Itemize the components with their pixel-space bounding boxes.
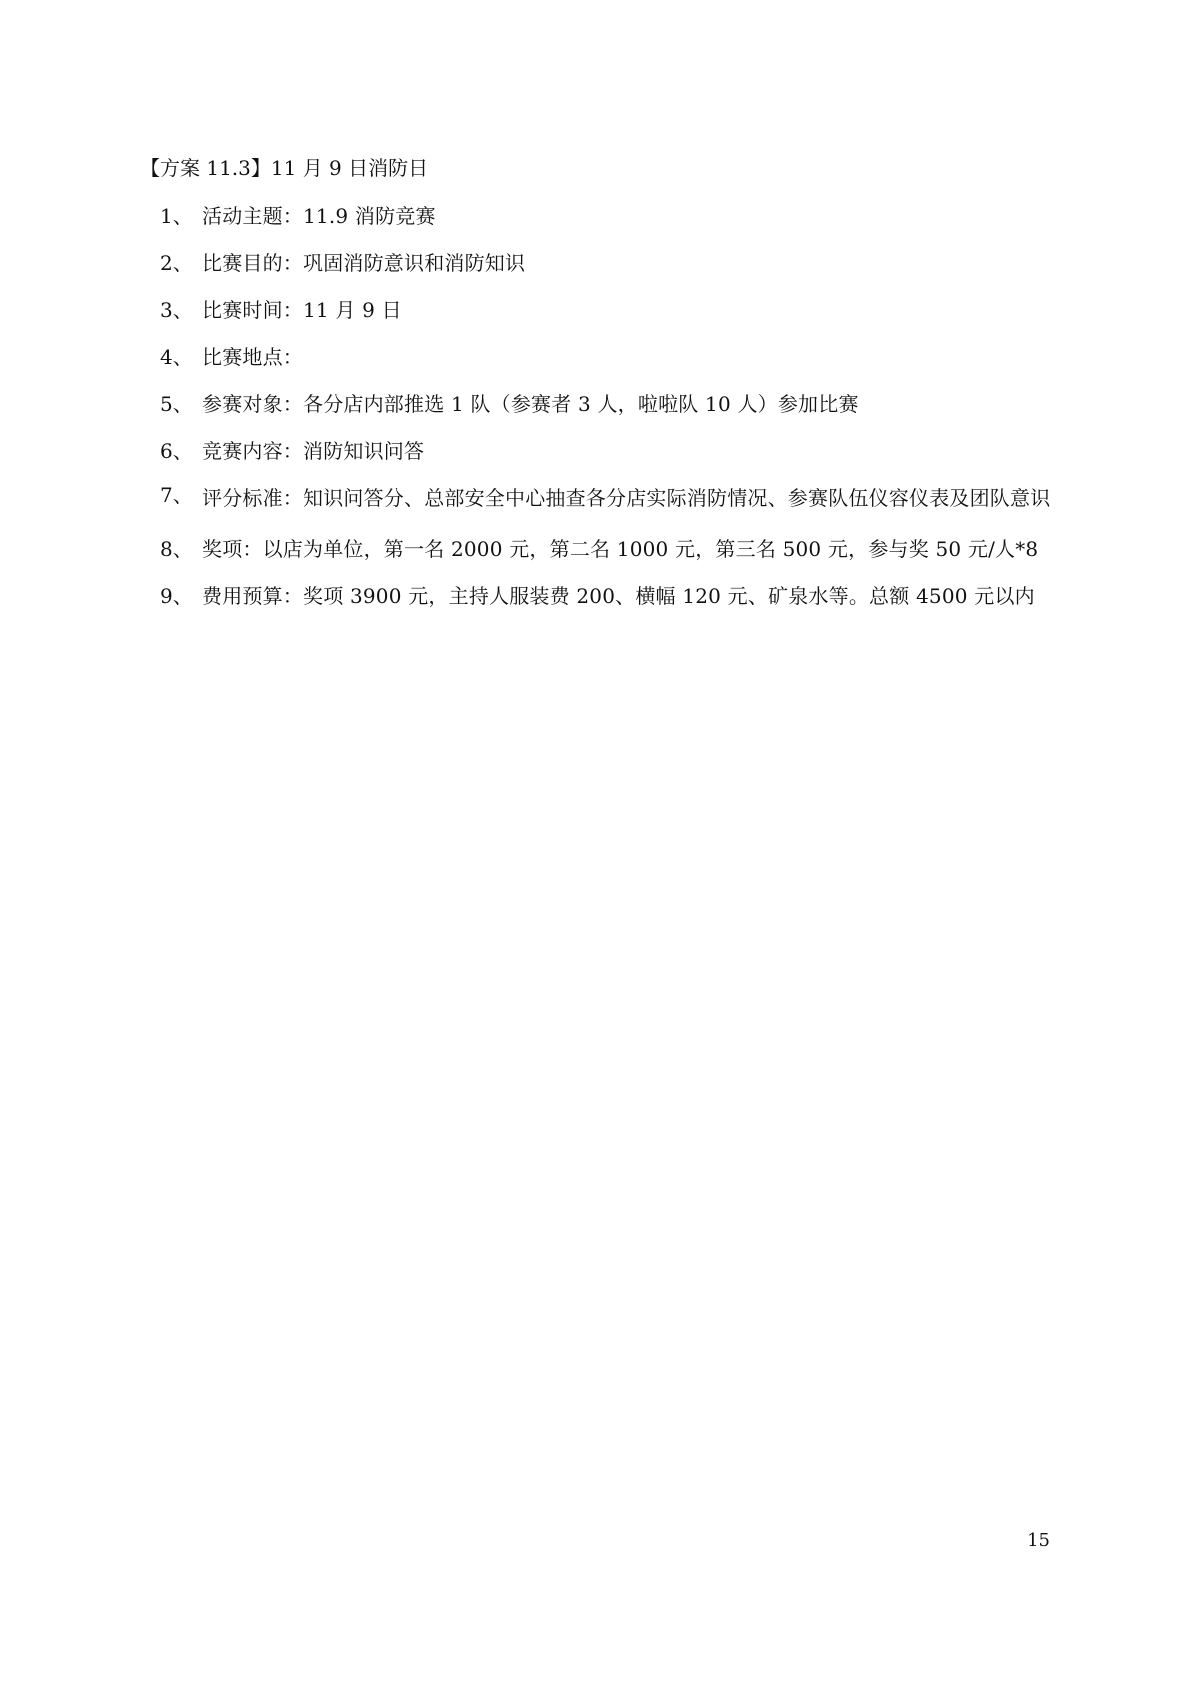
list-item-budget	[160, 582, 1060, 610]
list-item-location	[160, 343, 1060, 371]
list-item-number: 8、	[160, 537, 193, 561]
list-item-number: 7、	[160, 483, 193, 507]
list-item-text: 比赛目的：巩固消防意识和消防知识	[202, 251, 526, 275]
list-item-participants	[160, 390, 1060, 418]
list-item-theme	[160, 202, 1060, 230]
list-item-content	[160, 437, 1060, 465]
list-item-text: 活动主题：11.9 消防竞赛	[202, 204, 436, 228]
list-item-text: 比赛时间：11 月 9 日	[202, 298, 402, 322]
list-item-purpose	[160, 249, 1060, 277]
list-item-number: 3、	[160, 298, 193, 322]
list-item-text: 评分标准：知识问答分、总部安全中心抽查各分店实际消防情况、参赛队伍仪容仪表及团队意识	[202, 486, 1051, 510]
list-item-number: 9、	[160, 584, 193, 608]
list-item-number: 2、	[160, 251, 193, 275]
list-item-text: 费用预算：奖项 3900 元，主持人服装费 200、横幅 120 元、矿泉水等。总额 4500 元以内	[202, 584, 1035, 608]
list-item-awards	[160, 535, 1060, 563]
plan-heading: 【方案 11.3】11 月 9 日消防日	[140, 156, 429, 180]
list-item-text: 奖项：以店为单位，第一名 2000 元，第二名 1000 元，第三名 500 元，参与奖 50 元/人*8	[202, 537, 1039, 561]
list-item-number: 5、	[160, 392, 193, 416]
list-item-text: 比赛地点：	[202, 345, 303, 369]
page-number: 15	[1027, 1530, 1050, 1551]
list-item-number: 6、	[160, 439, 193, 463]
list-item-time	[160, 296, 1060, 324]
list-item-number: 4、	[160, 345, 193, 369]
list-item-number: 1、	[160, 204, 193, 228]
list-item-scoring	[160, 481, 1060, 516]
plan-list	[160, 202, 1060, 629]
list-item-text: 竞赛内容：消防知识问答	[202, 439, 425, 463]
list-item-text: 参赛对象：各分店内部推选 1 队（参赛者 3 人，啦啦队 10 人）参加比赛	[202, 392, 859, 416]
